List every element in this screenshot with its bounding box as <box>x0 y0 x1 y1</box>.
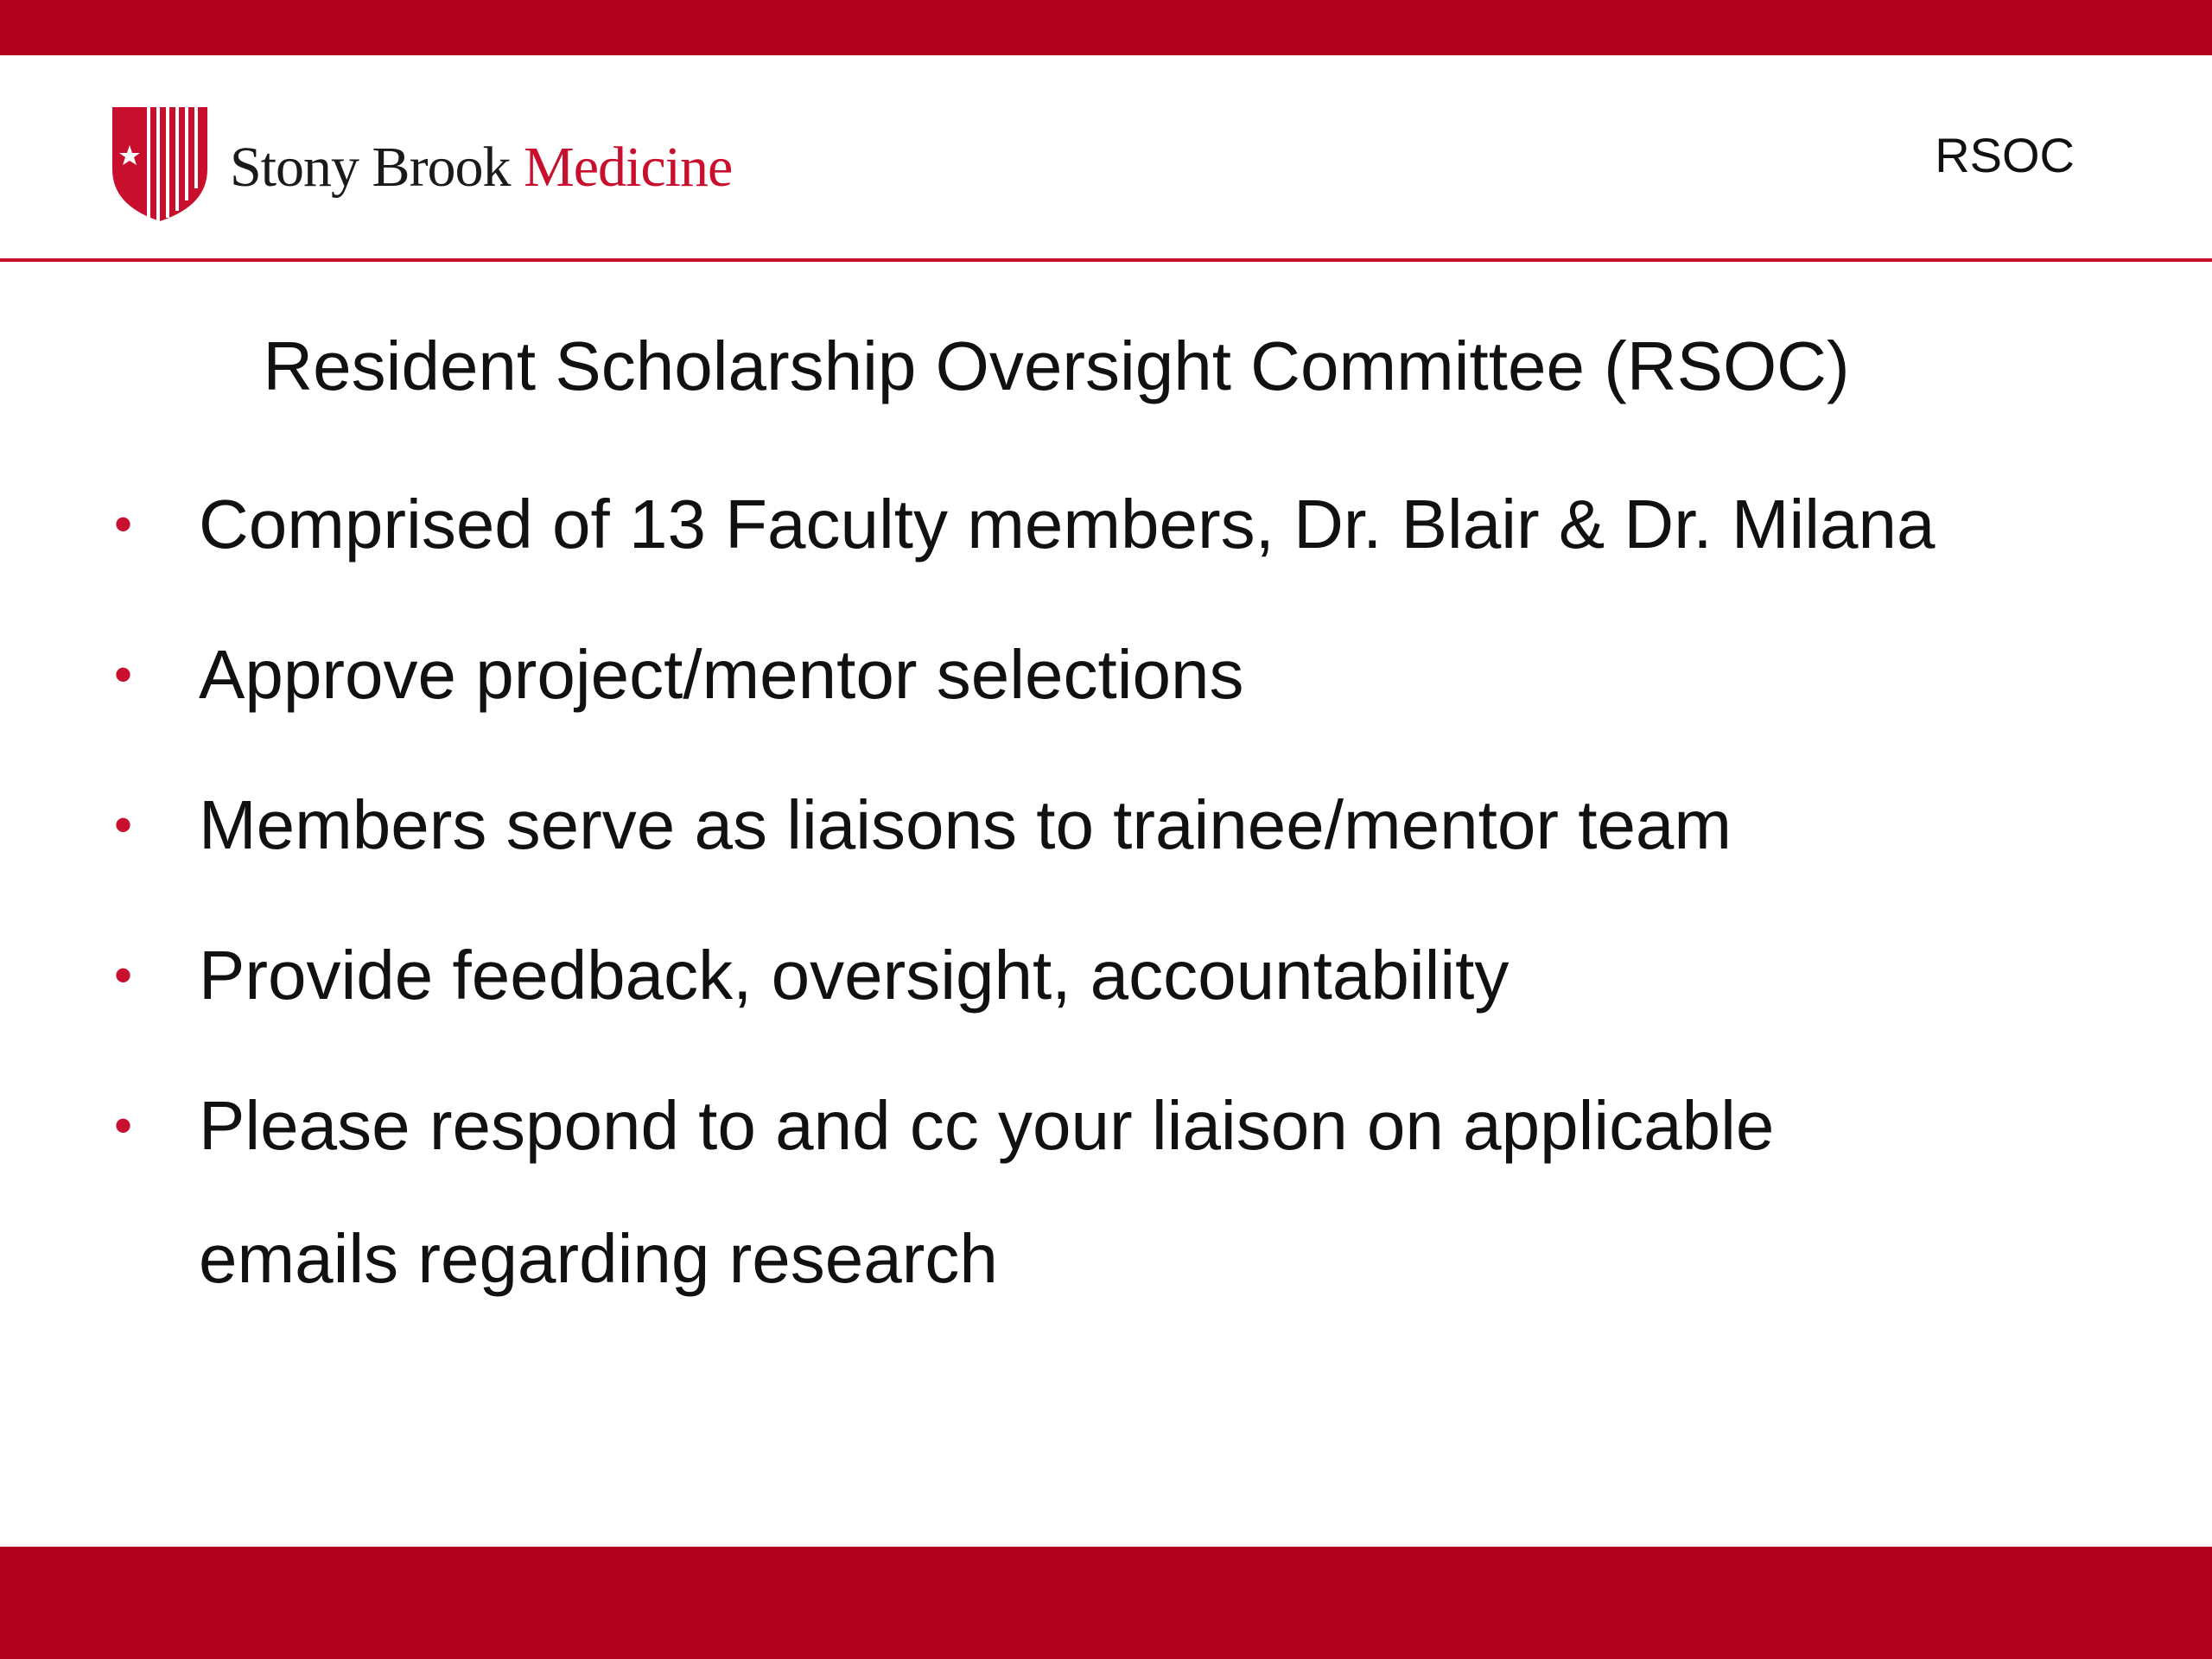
bullet-item <box>111 759 2133 892</box>
bullet-text: Members serve as liaisons to trainee/mentor team <box>199 786 1732 863</box>
bullet-item <box>111 608 2133 741</box>
logo-word-stony-brook: Stony Brook <box>230 136 511 199</box>
header-divider <box>0 258 2212 262</box>
bullet-dot-icon: • <box>114 796 133 854</box>
bullet-text: Comprised of 13 Faculty members, Dr. Blair & Dr. Milana <box>199 486 1936 563</box>
logo-word-medicine: Medicine <box>524 136 733 199</box>
bullet-text: Approve project/mentor selections <box>199 636 1244 713</box>
bullet-dot-icon: • <box>114 645 133 703</box>
top-brand-bar <box>0 0 2212 55</box>
slide-title: Resident Scholarship Oversight Committee (RSOC) <box>263 327 1850 404</box>
bullet-dot-icon: • <box>114 946 133 1004</box>
bullet-list <box>111 458 2133 1343</box>
bullet-text-line-1: Please respond to and cc your liaison on applicable <box>199 1087 1775 1164</box>
bottom-brand-bar <box>0 1547 2212 1659</box>
bullet-dot-icon: • <box>114 495 133 553</box>
logo-wordmark <box>230 132 733 199</box>
bullet-dot-icon: • <box>114 1096 133 1154</box>
bullet-text: Provide feedback, oversight, accountability <box>199 937 1510 1014</box>
shield-logo-icon <box>109 104 211 225</box>
bullet-text-line-2: emails regarding research <box>199 1220 998 1297</box>
header-tag: RSOC <box>1935 128 2075 182</box>
bullet-item <box>111 1059 2133 1325</box>
stony-brook-medicine-logo <box>109 104 732 225</box>
bullet-item <box>111 909 2133 1042</box>
bullet-item <box>111 458 2133 591</box>
